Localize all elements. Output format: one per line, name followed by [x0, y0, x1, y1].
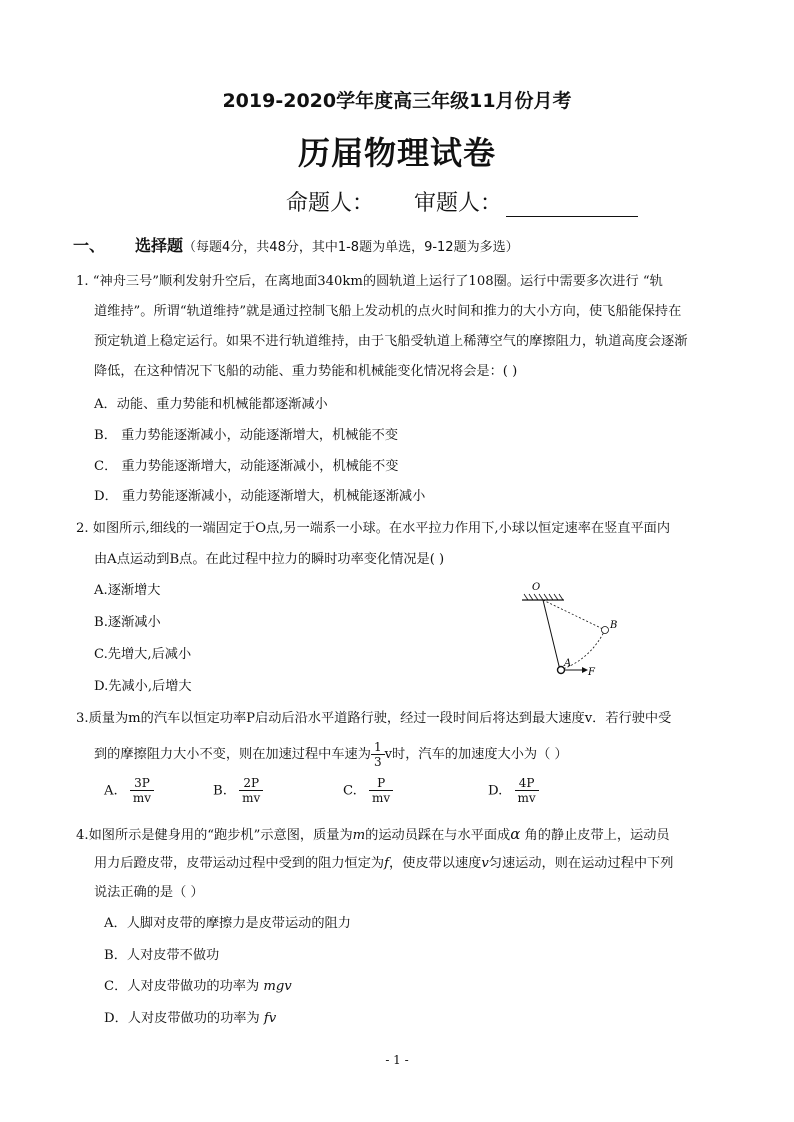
string-to-b	[543, 600, 605, 630]
q3-fraction-num: 1	[371, 740, 385, 755]
q2-option-a: A.逐渐增大	[94, 583, 161, 598]
q4-line-1-c: 角的静止皮带上，运动员	[520, 828, 670, 843]
q4-line-2	[94, 857, 673, 870]
ball-b	[602, 627, 609, 634]
pendulum-figure	[512, 578, 622, 688]
q1-line-2: 道维持”。所谓“轨道维持”就是通过控制飞船上发动机的点火时间和推力的大小方向，使飞船能保持在	[94, 304, 682, 319]
q3-option-letter: D.	[488, 783, 503, 799]
q4-option-b-text: B．人对皮带不做功	[104, 948, 220, 963]
exam-header: 2019-2020学年度高三年级11月份月考	[222, 90, 572, 112]
q2-line-1: 2. 如图所示,细线的一端固定于O点,另一端系一小球。在水平拉力作用下,小球以恒定速率在竖直平面内	[76, 521, 671, 536]
q3-fraction-den: 3	[373, 755, 382, 769]
q3-option-letter: C.	[343, 783, 357, 799]
q3-option-letter: A.	[104, 783, 118, 799]
q1-line-3: 预定轨道上稳定运行。如果不进行轨道维持，由于飞船受轨道上稀薄空气的摩擦阻力，轨道高度会逐渐	[94, 334, 688, 349]
q4-option-b	[104, 949, 219, 962]
q4-line-1	[76, 827, 670, 842]
q4-option-d-tail: fv	[263, 1011, 277, 1026]
label-b: B	[610, 620, 618, 631]
section-number: 一、	[73, 236, 106, 255]
q1-option-b: B． 重力势能逐渐减小，动能逐渐增大，机械能不变	[94, 428, 399, 443]
reviewer-label: 审题人：	[414, 191, 503, 216]
setter-label: 命题人：	[286, 191, 375, 216]
q4-option-c-tail: mgv	[263, 979, 292, 994]
q3-option-b	[213, 776, 263, 806]
q3-line-1: 3.质量为m的汽车以恒定功率P启动后沿水平道路行驶，经过一段时间后将达到最大速度v．若行驶中受	[76, 711, 672, 726]
q3-option-d	[488, 776, 539, 806]
q2-option-d: D.先减小,后增大	[94, 679, 192, 694]
q4-option-d	[104, 1012, 276, 1025]
q1-option-a: A．动能、重力势能和机械能都逐渐减小	[94, 397, 328, 412]
q3-option-den: mv	[372, 791, 391, 806]
q4-line-2-a: 用力后蹬皮带，皮带运动过程中受到的阻力恒定为	[94, 856, 385, 871]
q3-option-num: 3P	[130, 776, 154, 791]
q4-option-d-text: D．人对皮带做功的功率为	[104, 1011, 264, 1026]
q3-fraction	[371, 740, 385, 770]
label-o: O	[532, 582, 541, 593]
label-a: A	[564, 658, 572, 669]
q4-option-a-text: A．人脚对皮带的摩擦力是皮带运动的阻力	[104, 916, 351, 931]
q3-option-num: 4P	[515, 776, 539, 791]
q3-option-letter: B.	[213, 783, 227, 799]
q3-option-num: P	[369, 776, 393, 791]
section-name: 选择题	[135, 236, 184, 255]
q3-option-a	[104, 776, 154, 806]
q4-var-v: v	[481, 856, 489, 871]
q4-line-1-a: 4.如图所示是健身用的“跑步机”示意图，质量为	[76, 828, 353, 843]
q3-line-2-before: 到的摩擦阻力大小不变，则在加速过程中车速为	[94, 747, 371, 762]
section-heading	[73, 233, 519, 256]
q3-line-2-after: v时，汽车的加速度大小为（ ）	[384, 747, 568, 762]
q3-line-2	[94, 738, 568, 772]
ceiling-hatch	[524, 594, 563, 600]
q4-line-2-b: ，使皮带以速度	[389, 856, 482, 871]
q4-line-3: 说法正确的是（ ）	[94, 885, 204, 900]
q2-line-2: 由A点运动到B点。在此过程中拉力的瞬时功率变化情况是( )	[94, 552, 445, 567]
q2-option-c: C.先增大,后减小	[94, 647, 192, 662]
q4-line-1-b: 的运动员踩在与水平面成	[365, 828, 511, 843]
q4-option-a	[104, 917, 351, 930]
page-number: - 1 -	[385, 1053, 409, 1067]
section-note: （每题4分，共48分，其中1-8题为单选，9-12题为多选）	[183, 240, 519, 255]
q4-var-m: m	[352, 828, 366, 843]
q4-option-c-text: C．人对皮带做功的功率为	[104, 979, 264, 994]
q3-option-den: mv	[242, 791, 261, 806]
q3-option-den: mv	[132, 791, 152, 806]
label-f: F	[588, 667, 595, 678]
exam-title: 历届物理试卷	[297, 134, 496, 172]
q1-option-d: D． 重力势能逐渐减小，动能逐渐增大，机械能逐渐减小	[94, 489, 426, 504]
authors-line	[286, 186, 638, 217]
q3-option-den: mv	[517, 791, 536, 806]
q1-line-1: 1. “神舟三号”顺利发射升空后，在离地面340km的圆轨道上运行了108圈。运行中需要多次进行 “轨	[76, 274, 663, 289]
reviewer-blank[interactable]	[506, 194, 638, 217]
q4-line-2-c: 匀速运动，则在运动过程中下列	[488, 856, 674, 871]
q4-option-c	[104, 980, 292, 993]
q3-option-num: 2P	[239, 776, 263, 791]
q3-option-c	[343, 776, 393, 806]
string-to-a	[543, 600, 560, 670]
q1-option-c: C． 重力势能逐渐增大，动能逐渐减小，机械能不变	[94, 459, 399, 474]
q4-var-f: f	[384, 856, 390, 871]
q2-option-b: B.逐渐减小	[94, 615, 161, 630]
q4-var-alpha: α	[510, 825, 521, 843]
q1-line-4: 降低，在这种情况下飞船的动能、重力势能和机械能变化情况将会是：( )	[94, 364, 518, 379]
